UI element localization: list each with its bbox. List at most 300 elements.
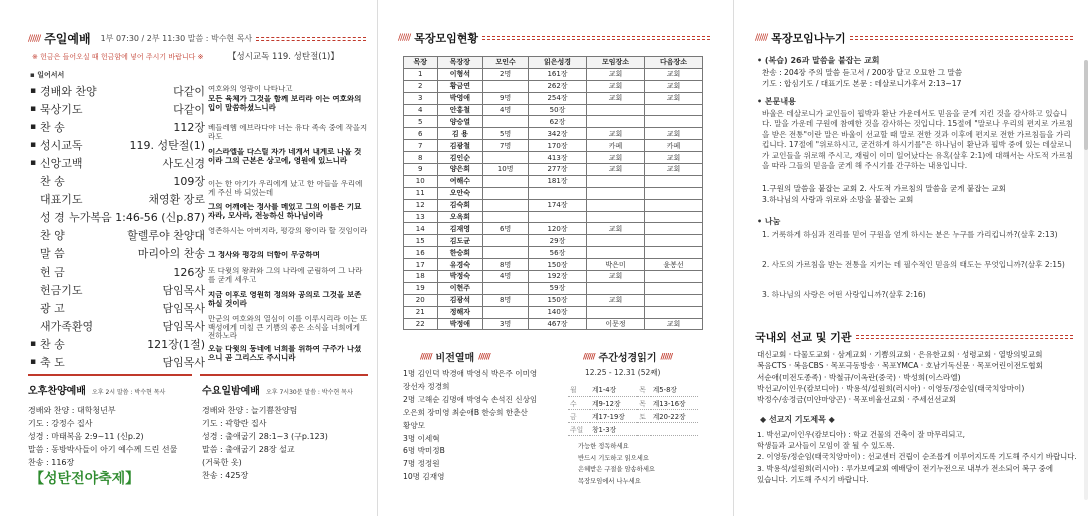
table-cell: 140장 bbox=[529, 306, 587, 318]
table-row bbox=[404, 128, 703, 140]
order-row bbox=[30, 353, 205, 372]
vision-fruit-title: ////// 비전열매 ////// bbox=[420, 352, 490, 364]
table-cell: 유경숙 bbox=[437, 259, 483, 271]
table-cell: 2명 bbox=[483, 68, 529, 80]
vision-line: 6명 박미정B bbox=[403, 446, 445, 456]
reading-cell: 토 bbox=[637, 409, 651, 422]
order-row bbox=[30, 334, 205, 353]
table-cell: 교회 bbox=[587, 68, 645, 80]
table-header bbox=[404, 57, 703, 69]
wednesday-line: 경배와 찬양 : 늘기쁨찬양팀 bbox=[202, 406, 298, 415]
order-row bbox=[30, 190, 205, 209]
table-cell: 윤봉선 bbox=[644, 259, 702, 271]
share-question: 2. 사도의 가르침을 받는 전통을 지키는 데 필수적인 믿음의 태도는 무엇입니까?(살후 2:15) bbox=[762, 260, 1065, 269]
reading-row bbox=[568, 422, 698, 435]
table-cell bbox=[483, 235, 529, 247]
table-cell: 교회 bbox=[587, 152, 645, 164]
table-cell: 교회 bbox=[587, 80, 645, 92]
table-row bbox=[404, 187, 703, 199]
topic-line: 찬송 : 204장 주의 말씀 듣고서 / 200장 달고 오묘한 그 말씀 bbox=[762, 68, 963, 77]
table-cell: 김 용 bbox=[437, 128, 483, 140]
reading-cell: 주일 bbox=[568, 422, 590, 435]
table-cell bbox=[483, 116, 529, 128]
reading-line: 모든 육체가 그것을 함께 보리라 이는 여호와의 입이 말씀하셨느니라 bbox=[208, 95, 362, 112]
reading-line: 이스라엘을 다스릴 자가 네게서 내게로 나올 것이라 그의 근본은 상고에, 영원에 있느니라 bbox=[208, 148, 362, 165]
reading-cell: 계9-12장 bbox=[590, 396, 637, 409]
order-value: 다같이 bbox=[173, 102, 205, 116]
reading-cell: 월 bbox=[568, 383, 590, 396]
table-row bbox=[404, 175, 703, 187]
page-divider-2 bbox=[733, 0, 734, 516]
responsive-reading-title: 【성시교독 119. 성탄절(1)】 bbox=[228, 52, 339, 62]
reading-cell: 계20-22장 bbox=[651, 409, 698, 422]
order-bullet: ▪ bbox=[30, 338, 37, 349]
mission-line: 서순애(미전도종족) · 박철규/이옥란(중국) · 박성희(이스라엘) bbox=[757, 372, 961, 382]
table-cell: 7 bbox=[404, 140, 438, 152]
prayer-list bbox=[757, 429, 1077, 485]
table-row bbox=[404, 223, 703, 235]
order-value: 할렐루야 찬양대 bbox=[127, 229, 205, 243]
table-cell: 김재영 bbox=[437, 223, 483, 235]
table-cell: 박정애 bbox=[437, 318, 483, 330]
afternoon-service-title: 오후찬양예배 오후 2시 말씀 : 박수현 목사 bbox=[28, 386, 166, 397]
table-cell: 8명 bbox=[483, 259, 529, 271]
table-cell bbox=[644, 104, 702, 116]
table-cell: 교회 bbox=[587, 164, 645, 176]
table-cell: 262장 bbox=[529, 80, 587, 92]
table-cell bbox=[644, 247, 702, 259]
vision-line: 10명 김재영 bbox=[403, 472, 445, 482]
table-cell: 한승희 bbox=[437, 247, 483, 259]
reading-line: 그 정사와 평강의 더함이 무궁하며 bbox=[208, 251, 320, 259]
service-times: 1부 07:30 / 2부 11:30 말씀 : 박수현 목사 bbox=[100, 34, 253, 43]
small-group-title: 목장모임현황 bbox=[414, 32, 478, 45]
reading-cell: 수 bbox=[568, 396, 590, 409]
order-value: 109장 bbox=[173, 175, 205, 188]
column-header: 다음장소 bbox=[644, 57, 702, 69]
reading-cell: 계13-16장 bbox=[651, 396, 698, 409]
table-cell: 안홍철 bbox=[437, 104, 483, 116]
vision-line: 2명 고해순 김명애 박영숙 손석진 신상임 bbox=[403, 394, 538, 404]
table-cell: 17 bbox=[404, 259, 438, 271]
table-cell: 2 bbox=[404, 80, 438, 92]
order-value: 112장 bbox=[173, 120, 205, 134]
table-cell bbox=[483, 247, 529, 259]
table-cell: 박영애 bbox=[437, 92, 483, 104]
table-cell bbox=[483, 199, 529, 211]
order-row bbox=[30, 280, 205, 299]
table-cell bbox=[644, 306, 702, 318]
table-cell: 277장 bbox=[529, 164, 587, 176]
scrollbar[interactable] bbox=[1084, 60, 1088, 500]
table-cell: 이문정 bbox=[587, 318, 645, 330]
afternoon-line: 기도 : 강정수 집사 bbox=[28, 419, 93, 428]
table-cell: 150장 bbox=[529, 259, 587, 271]
vision-line: 황양모 bbox=[403, 420, 426, 430]
order-name: 말 씀 bbox=[40, 247, 65, 261]
mission-list bbox=[757, 349, 1077, 405]
small-group-header: ////// 목장모임현황 bbox=[398, 30, 710, 46]
mission-line: 복음CTS · 복음CBS · 목포극동방송 · 목포YMCA · 호남기독신문 · 목포어린이전도협회 bbox=[757, 361, 1043, 371]
table-cell: 19 bbox=[404, 282, 438, 294]
page-divider-1 bbox=[377, 0, 378, 516]
table-row bbox=[404, 140, 703, 152]
order-name: 성시교독 bbox=[40, 138, 83, 152]
table-cell: 192장 bbox=[529, 271, 587, 283]
order-bullet: ▪ bbox=[30, 103, 37, 114]
table-cell: 정해자 bbox=[437, 306, 483, 318]
reading-cell: 계5-8장 bbox=[651, 383, 698, 396]
table-cell bbox=[587, 116, 645, 128]
afternoon-line: 경배와 찬양 : 대학청년부 bbox=[28, 406, 116, 415]
table-cell: 4명 bbox=[483, 271, 529, 283]
order-name: 찬 양 bbox=[40, 229, 65, 243]
order-value: 마리아의 찬송 bbox=[137, 247, 205, 261]
body-text: 바울은 데살로니가 교인들이 핍박과 환난 가운데서도 믿음을 굳게 지킨 것을 감사하고 있습니다. 말을 가운데 구원에 참예한 것을 감사하는 것입니다. 15절에 "말로나 우리의 편지로 가르침을 받은 전통"이란 말은 바울이 선교할 때 말로 전한 것과 이후에 편지로 전한 가르침들을 가리킵니다. 17절에 "위로하시고, 굳건하게 하시기를"은 하나님이 환난과 핍박 중에 있는 데살로니가 교인들을 위로해 주시고, 재림이 이미 일어났다는 유혹(살후 2:1)에 대해서는 사도적 가르침을 따라 그들의 믿음을 굳게 해 주시기를 간구하는 내용입니다. bbox=[762, 109, 1074, 171]
table-cell: 4명 bbox=[483, 104, 529, 116]
order-name: 헌 금 bbox=[40, 265, 65, 279]
order-value: 담임목사 bbox=[162, 301, 205, 315]
prayer-line: 1. 박선교/이인우(캄보디아) : 학교 건물의 건축이 잘 마무리되고, bbox=[757, 430, 965, 439]
order-row bbox=[30, 81, 205, 100]
table-cell bbox=[644, 187, 702, 199]
prayer-line: 학생들과 교사들이 모임이 잘 될 수 있도록. bbox=[757, 441, 895, 451]
table-cell: 467장 bbox=[529, 318, 587, 330]
column-header: 목장장 bbox=[437, 57, 483, 69]
weekly-reading-notes bbox=[578, 441, 698, 487]
table-cell bbox=[529, 211, 587, 223]
table-cell: 11 bbox=[404, 187, 438, 199]
order-bullet: ▪ bbox=[30, 85, 37, 96]
christmas-eve-festival: 【성탄전야축제】 bbox=[30, 471, 140, 487]
column-header: 모임장소 bbox=[587, 57, 645, 69]
wednesday-line: 말씀 : 출애굽기 28장 설교 bbox=[202, 445, 295, 454]
table-cell: 양은희 bbox=[437, 164, 483, 176]
table-cell bbox=[587, 247, 645, 259]
table-cell: 교회 bbox=[644, 92, 702, 104]
order-row bbox=[30, 135, 205, 154]
table-cell bbox=[587, 235, 645, 247]
table-cell: 15 bbox=[404, 235, 438, 247]
table-cell: 오안숙 bbox=[437, 187, 483, 199]
table-cell: 박정숙 bbox=[437, 271, 483, 283]
order-name: 경배와 찬양 bbox=[40, 84, 97, 98]
column-header: 목장 bbox=[404, 57, 438, 69]
order-name: 찬 송 bbox=[40, 337, 65, 351]
table-cell: 교회 bbox=[644, 164, 702, 176]
reading-line: 그의 어깨에는 정사를 메었고 그의 이름은 기묘자라, 모사라, 전능하신 하나님이라 bbox=[208, 203, 362, 220]
order-row bbox=[30, 316, 205, 335]
table-cell: 오옥희 bbox=[437, 211, 483, 223]
reading-cell bbox=[637, 422, 651, 435]
order-bullet: ▪ bbox=[30, 139, 37, 150]
prayer-line: 2. 이영동/정순임(태국치앙마이) : 선교센터 건립이 순조롭게 이루어지도록 기도해 주시기 바랍니다. bbox=[757, 452, 1077, 462]
reading-line: 지금 이후로 영원히 정의와 공의로 그것을 보존하실 것이라 bbox=[208, 291, 362, 308]
table-cell bbox=[483, 306, 529, 318]
table-cell: 9 bbox=[404, 164, 438, 176]
table-cell bbox=[644, 199, 702, 211]
summary-line: 1.구원의 말씀을 붙잡는 교회 2. 사도적 가르침의 말씀을 굳게 붙잡는 교회 bbox=[762, 184, 1007, 193]
share-question: 3. 하나님의 사랑은 어떤 사랑입니까?(살후 2:16) bbox=[762, 290, 926, 299]
vision-line: 7명 정정원 bbox=[403, 459, 440, 469]
table-cell: 8 bbox=[404, 152, 438, 164]
table-cell: 이형석 bbox=[437, 68, 483, 80]
vision-line: 오은희 장미영 최순애B 한승희 한춘산 bbox=[403, 407, 528, 417]
table-cell: 김광철 bbox=[437, 140, 483, 152]
table-row bbox=[404, 235, 703, 247]
order-name: 신앙고백 bbox=[40, 156, 83, 170]
order-value: 사도신경 bbox=[162, 156, 205, 170]
order-value: 126장 bbox=[173, 265, 205, 279]
order-row bbox=[30, 117, 205, 136]
table-cell: 5명 bbox=[483, 128, 529, 140]
table-cell: 12 bbox=[404, 199, 438, 211]
table-cell bbox=[644, 294, 702, 306]
table-row bbox=[404, 92, 703, 104]
table-cell bbox=[644, 175, 702, 187]
order-row bbox=[30, 172, 205, 191]
table-cell bbox=[644, 211, 702, 223]
group-sharing-title: 목장모임나누기 bbox=[771, 32, 846, 45]
table-cell: 교회 bbox=[587, 128, 645, 140]
reading-line: 영존하시는 아버지라, 평강의 왕이라 할 것임이라 bbox=[208, 227, 368, 235]
reading-cell: 목 bbox=[637, 383, 651, 396]
table-cell bbox=[483, 187, 529, 199]
topic-details bbox=[762, 68, 1077, 90]
table-cell: 여해수 bbox=[437, 175, 483, 187]
table-cell: 3 bbox=[404, 92, 438, 104]
table-cell bbox=[644, 116, 702, 128]
table-cell: 김광석 bbox=[437, 294, 483, 306]
share-question: 1. 거룩하게 하심과 진리를 믿어 구원을 얻게 하시는 분은 누구를 가리킵니까?(살후 2:13) bbox=[762, 230, 1058, 239]
table-cell: 150장 bbox=[529, 294, 587, 306]
table-cell: 56장 bbox=[529, 247, 587, 259]
table-cell: 161장 bbox=[529, 68, 587, 80]
scrollbar-thumb[interactable] bbox=[1084, 60, 1088, 150]
table-row bbox=[404, 259, 703, 271]
reading-row bbox=[568, 409, 698, 422]
table-cell: 6 bbox=[404, 128, 438, 140]
table-cell: 18 bbox=[404, 271, 438, 283]
order-row bbox=[30, 153, 205, 172]
topic: • (복습) 26과 말씀을 붙잡는 교회 bbox=[757, 56, 880, 65]
table-row bbox=[404, 80, 703, 92]
table-cell: 이현주 bbox=[437, 282, 483, 294]
vision-line: 3명 이세혁 bbox=[403, 433, 440, 443]
order-row bbox=[30, 244, 205, 263]
order-name: 묵상기도 bbox=[40, 102, 83, 116]
reading-note: 반드시 기도하고 읽으세요 bbox=[578, 454, 649, 462]
reading-line: 오늘 다윗의 동네에 너희를 위하여 구주가 나셨으니 곧 그리스도 주시니라 bbox=[208, 345, 362, 362]
table-row bbox=[404, 116, 703, 128]
table-cell: 양승열 bbox=[437, 116, 483, 128]
reading-cell: 금 bbox=[568, 409, 590, 422]
table-cell: 342장 bbox=[529, 128, 587, 140]
reading-note: 은혜받은 구절을 암송하세요 bbox=[578, 466, 655, 473]
table-cell: 교회 bbox=[644, 68, 702, 80]
table-cell: 413장 bbox=[529, 152, 587, 164]
reading-note: 가능한 정독하세요 bbox=[578, 443, 629, 450]
group-sharing-header: ////// 목장모임나누기 bbox=[755, 30, 1073, 46]
reading-line: 만군의 여호와의 열심이 이를 이루시리라 이는 또 백성에게 미칠 큰 기쁨의 좋은 소식을 너희에게 전하노라 bbox=[208, 315, 368, 341]
table-row bbox=[404, 152, 703, 164]
table-row bbox=[404, 199, 703, 211]
table-cell: 21 bbox=[404, 306, 438, 318]
reading-cell: 계17-19장 bbox=[590, 409, 637, 422]
table-cell: 29장 bbox=[529, 235, 587, 247]
table-cell bbox=[587, 211, 645, 223]
share-head: • 나눔 bbox=[757, 217, 781, 226]
table-cell: 교회 bbox=[587, 294, 645, 306]
wednesday-service-title: 수요일밤예배 오후 7시30분 말씀 : 박수현 목사 bbox=[202, 386, 353, 397]
table-cell: 김인순 bbox=[437, 152, 483, 164]
order-name: 헌금기도 bbox=[40, 283, 83, 297]
table-row bbox=[404, 294, 703, 306]
wednesday-service-details bbox=[202, 404, 372, 482]
vision-line: 1명 김인덕 박경애 박영식 박은주 이미영 bbox=[403, 369, 538, 378]
order-value: 누가복음 1:46-56 (신p.87) bbox=[69, 211, 205, 225]
mission-title: 국내외 선교 및 기관 bbox=[755, 331, 852, 344]
table-cell: 황금연 bbox=[437, 80, 483, 92]
table-cell: 김도균 bbox=[437, 235, 483, 247]
table-cell bbox=[483, 152, 529, 164]
table-cell: 20 bbox=[404, 294, 438, 306]
afternoon-line: 성경 : 마태복음 2:9~11 (신p.2) bbox=[28, 432, 144, 441]
summary-line: 3.하나님의 사랑과 위로와 소망을 붙잡는 교회 bbox=[762, 195, 914, 204]
table-row bbox=[404, 282, 703, 294]
order-value: 담임목사 bbox=[162, 283, 205, 297]
wednesday-line: 성경 : 출애굽기 28:1~3 (구p.123) bbox=[202, 432, 328, 441]
order-name: 성 경 bbox=[40, 211, 65, 225]
order-value: 121장(1절) bbox=[147, 337, 205, 351]
weekly-reading-title: ////// 주간성경읽기 ////// bbox=[583, 352, 673, 364]
afternoon-line: 찬송 : 116장 bbox=[28, 458, 75, 467]
weekly-reading-range: 12.25 - 12.31 (52째) bbox=[585, 368, 661, 377]
reading-line: 여호와의 영광이 나타나고 bbox=[208, 85, 293, 93]
table-cell bbox=[644, 282, 702, 294]
table-row bbox=[404, 247, 703, 259]
reading-row bbox=[568, 383, 698, 396]
table-cell bbox=[483, 175, 529, 187]
topic-line: 기도 : 합심기도 / 대표기도 본문 : 데살로니가후서 2:13~17 bbox=[762, 78, 962, 88]
table-cell bbox=[483, 282, 529, 294]
table-cell bbox=[644, 271, 702, 283]
vision-fruit-list bbox=[403, 368, 563, 484]
order-name: 찬 송 bbox=[40, 120, 65, 134]
table-cell: 카페 bbox=[644, 140, 702, 152]
reading-line: 베들레헴 에브라다야 너는 유다 족속 중에 작을지라도 bbox=[208, 124, 368, 141]
prayer-line: 있습니다. 기도해 주시기 바랍니다. bbox=[757, 474, 869, 484]
order-row bbox=[30, 226, 205, 245]
table-cell: 교회 bbox=[644, 128, 702, 140]
order-value: 담임목사 bbox=[162, 319, 205, 333]
table-cell: 6명 bbox=[483, 223, 529, 235]
order-value: 다같이 bbox=[173, 84, 205, 98]
table-row bbox=[404, 211, 703, 223]
table-cell: 13 bbox=[404, 211, 438, 223]
table-cell: 박은미 bbox=[587, 259, 645, 271]
table-cell: 120장 bbox=[529, 223, 587, 235]
table-cell: 170장 bbox=[529, 140, 587, 152]
offering-notice: ※ 헌금은 들어오실 때 헌금함에 넣어 주시기 바랍니다 ※ bbox=[32, 53, 204, 61]
order-head: ▪ 일어서서 bbox=[30, 71, 65, 79]
reading-cell bbox=[651, 422, 698, 435]
table-cell: 254장 bbox=[529, 92, 587, 104]
table-cell: 10 bbox=[404, 175, 438, 187]
reading-cell: 목 bbox=[637, 396, 651, 409]
wednesday-line: (거룩한 옷) bbox=[202, 458, 242, 467]
table-cell: 10명 bbox=[483, 164, 529, 176]
table-cell: 59장 bbox=[529, 282, 587, 294]
table-cell: 7명 bbox=[483, 140, 529, 152]
table-cell: 교회 bbox=[644, 80, 702, 92]
mission-line: 대신교회 · 다물도교회 · 삼계교회 · 기쁨의교회 · 은유한교회 · 성령교회 · 열방의빛교회 bbox=[757, 350, 1043, 359]
table-cell bbox=[587, 104, 645, 116]
table-cell: 교회 bbox=[644, 318, 702, 330]
order-bullet: ▪ bbox=[30, 157, 37, 168]
wednesday-line: 찬송 : 425장 bbox=[202, 471, 249, 480]
table-cell: 9명 bbox=[483, 92, 529, 104]
order-row bbox=[30, 298, 205, 317]
table-row bbox=[404, 318, 703, 330]
reading-line: 또 다윗의 왕좌와 그의 나라에 군림하여 그 나라를 굳게 세우고 bbox=[208, 267, 363, 284]
reading-note: 목장모임에서 나누세요 bbox=[578, 477, 641, 485]
body-summary bbox=[762, 183, 1077, 205]
table-cell: 교회 bbox=[644, 152, 702, 164]
table-cell bbox=[644, 223, 702, 235]
table-cell: 교회 bbox=[587, 223, 645, 235]
table-row bbox=[404, 104, 703, 116]
order-bullet: ▪ bbox=[30, 121, 37, 132]
table-cell: 181장 bbox=[529, 175, 587, 187]
table-cell: 62장 bbox=[529, 116, 587, 128]
table-cell: 5 bbox=[404, 116, 438, 128]
afternoon-service-details bbox=[28, 404, 203, 469]
order-row bbox=[30, 208, 205, 227]
order-name: 찬 송 bbox=[40, 175, 65, 188]
table-cell: 174장 bbox=[529, 199, 587, 211]
table-row bbox=[404, 306, 703, 318]
column-header: 모인수 bbox=[483, 57, 529, 69]
order-row bbox=[30, 99, 205, 118]
body-head: • 본문내용 bbox=[757, 97, 796, 106]
column-header: 읽은성경 bbox=[529, 57, 587, 69]
table-cell: 김숙희 bbox=[437, 199, 483, 211]
wednesday-line: 기도 : 곽향란 집사 bbox=[202, 419, 267, 428]
table-cell: 4 bbox=[404, 104, 438, 116]
order-name: 대표기도 bbox=[40, 193, 83, 207]
table-cell bbox=[483, 80, 529, 92]
table-cell: 50장 bbox=[529, 104, 587, 116]
weekly-reading-table bbox=[568, 383, 698, 436]
table-cell bbox=[587, 282, 645, 294]
table-cell bbox=[483, 211, 529, 223]
table-cell: 교회 bbox=[587, 92, 645, 104]
table-cell bbox=[587, 306, 645, 318]
table-cell: 3명 bbox=[483, 318, 529, 330]
reading-line: 이는 한 아기가 우리에게 났고 한 아들을 우리에게 주신 바 되었는데 bbox=[208, 180, 363, 197]
table-cell: 카페 bbox=[587, 140, 645, 152]
afternoon-line: 말씀 : 동방박사들이 아기 예수께 드린 선물 bbox=[28, 445, 178, 454]
order-row bbox=[30, 262, 205, 281]
small-group-table bbox=[403, 56, 703, 330]
table-cell: 22 bbox=[404, 318, 438, 330]
order-name: 광 고 bbox=[40, 301, 65, 315]
reading-cell: 계1-4장 bbox=[590, 383, 637, 396]
table-cell: 16 bbox=[404, 247, 438, 259]
table-cell bbox=[587, 175, 645, 187]
table-cell: 14 bbox=[404, 223, 438, 235]
